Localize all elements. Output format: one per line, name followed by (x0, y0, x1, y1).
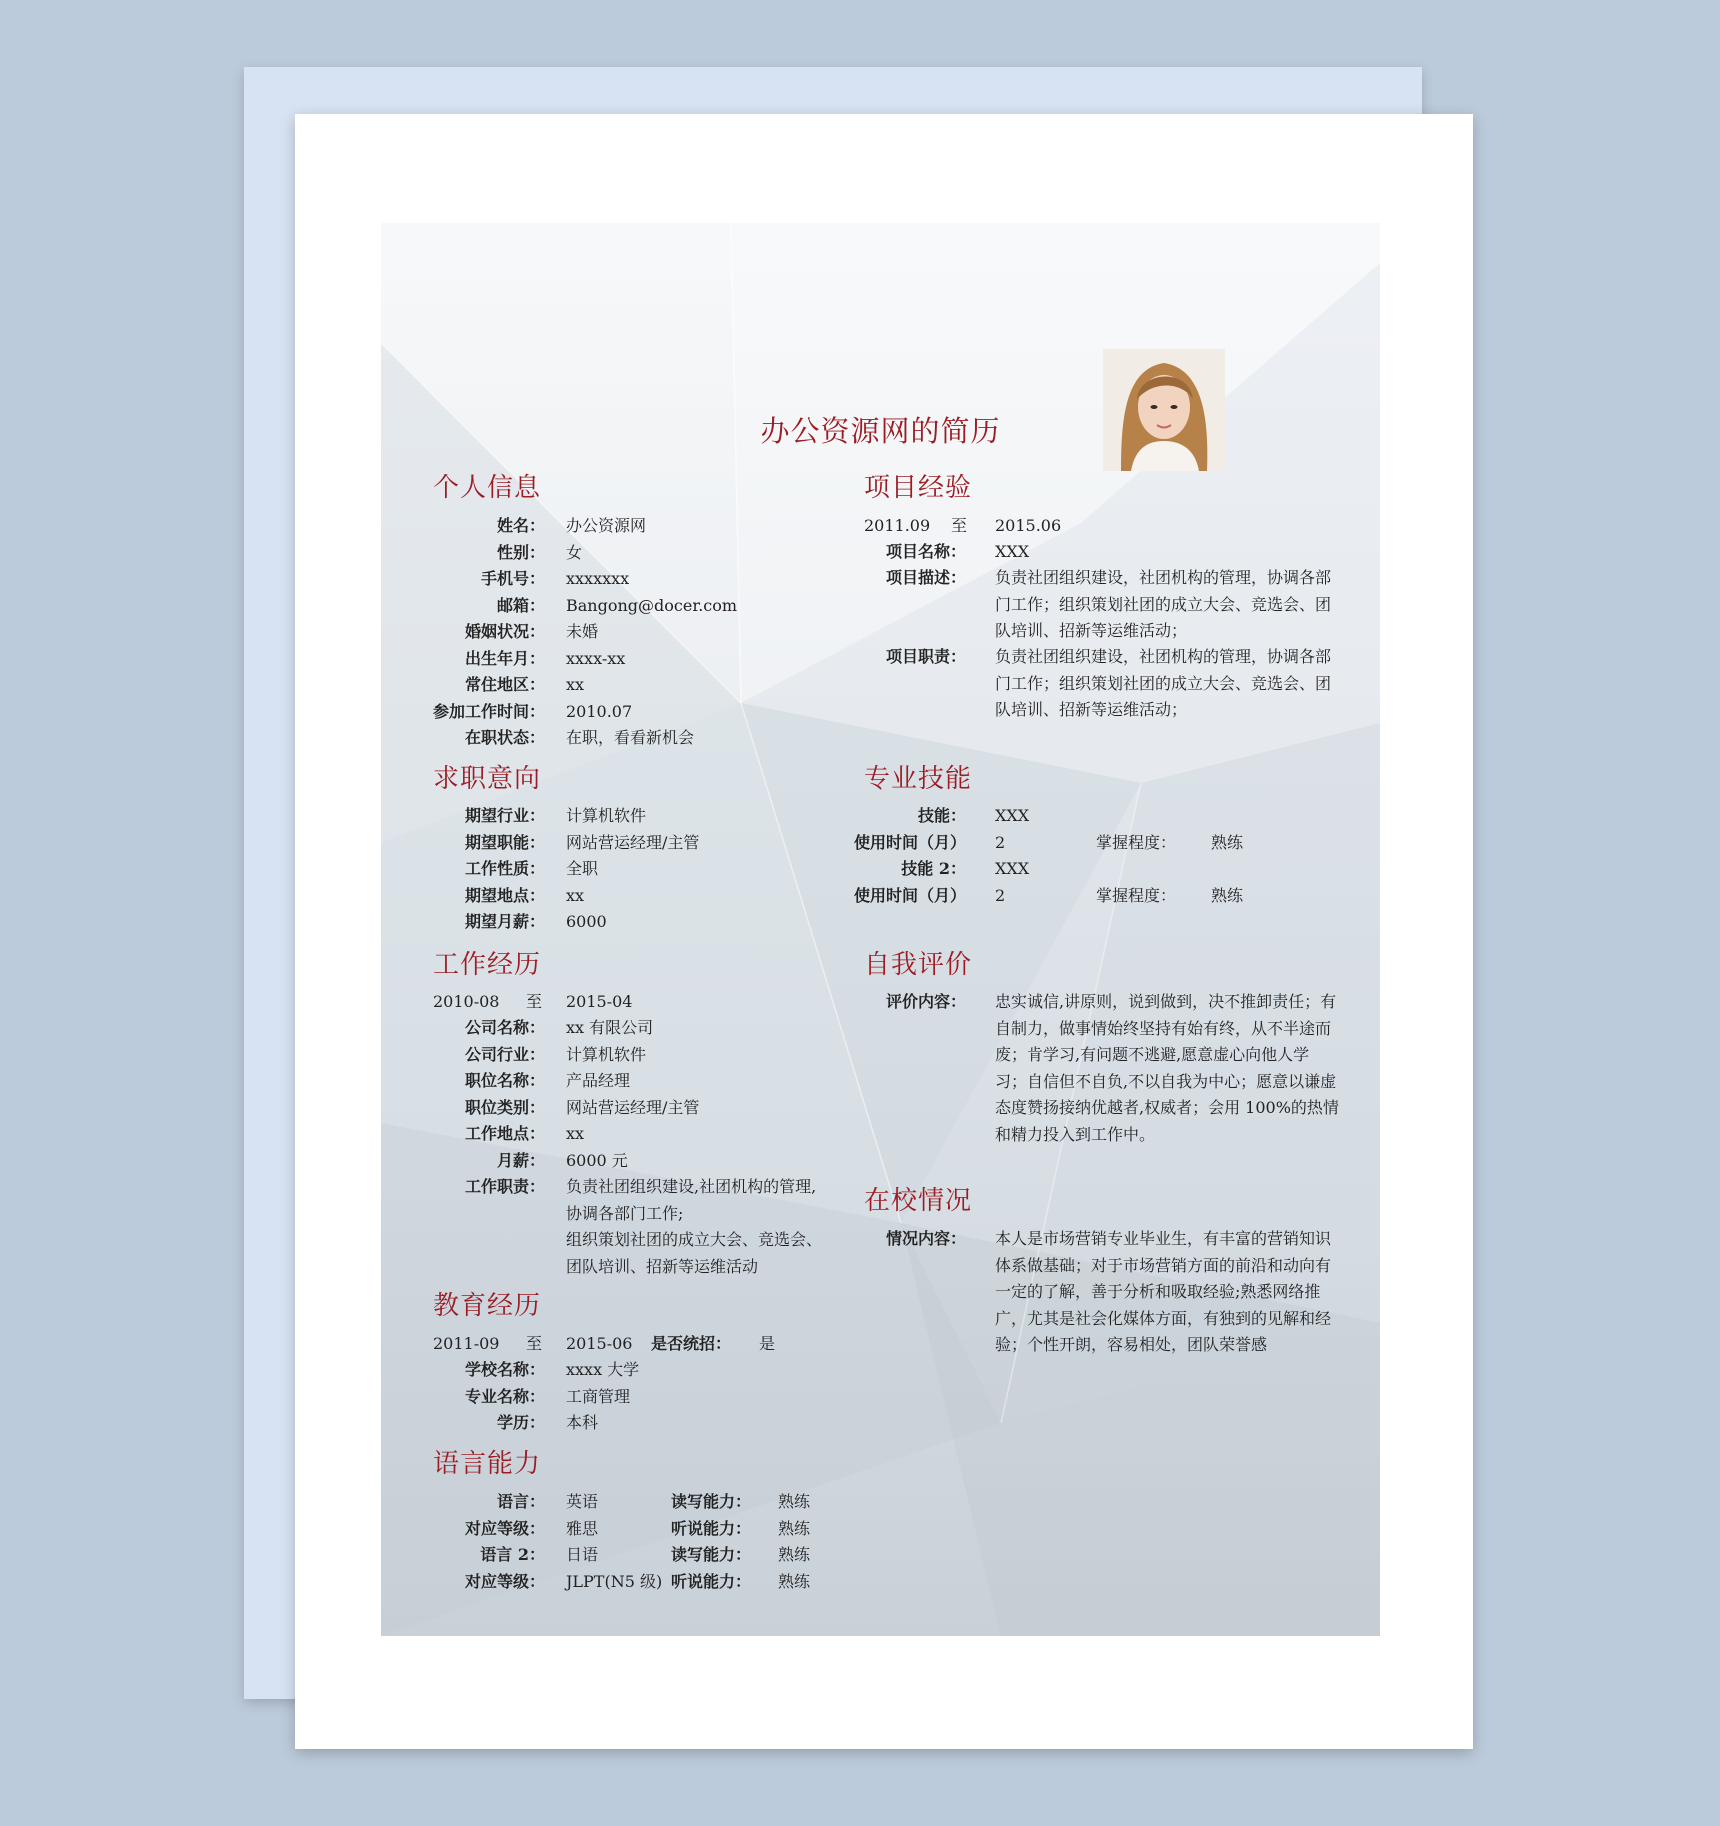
skill-level-label: 掌握程度： (1096, 885, 1177, 905)
skill-field-label: 使用时间（月） (853, 885, 966, 905)
project-name-value: XXX (995, 542, 1030, 561)
skill-level-value: 熟练 (1211, 885, 1244, 905)
project-duty-text: 负责社团组织建设，社团机构的管理，协调各部门工作；组织策划社团的成立大会、竞选会、团队培训、招新等运维活动； (995, 647, 1332, 719)
section-title-education: 教育经历 (433, 1291, 542, 1321)
language-ability-label: 听说能力： (670, 1518, 751, 1538)
personal-field-value: 在职，看看新机会 (566, 728, 695, 747)
work-duty-line: 组织策划社团的成立大会、竞选会、 (566, 1230, 823, 1249)
language-field-value: JLPT(N5 级) (566, 1571, 663, 1591)
project-name-label: 项目名称： (885, 542, 966, 561)
work-field-label: 职位名称： (464, 1071, 545, 1090)
work-field-label: 职位类别： (464, 1097, 545, 1117)
resume-page (381, 223, 1380, 1636)
education-field-value: 本科 (566, 1413, 599, 1432)
personal-field-label: 手机号： (480, 569, 545, 588)
education-field-label: 专业名称： (464, 1386, 545, 1406)
language-field-value: 雅思 (566, 1518, 599, 1538)
project-desc-text: 负责社团组织建设，社团机构的管理，协调各部门工作；组织策划社团的成立大会、竞选会、团队培训、招新等运维活动； (995, 568, 1332, 640)
section-title-project: 项目经验 (864, 473, 973, 503)
education-end-date: 2015-06 (566, 1334, 633, 1353)
work-field-label: 工作地点： (464, 1124, 545, 1143)
section-title-self-eval: 自我评价 (864, 950, 973, 980)
personal-field-value: Bangong@docer.com (566, 595, 738, 615)
language-ability-value: 熟练 (778, 1518, 811, 1538)
skill-field-value: 2 (995, 832, 1006, 852)
project-start-date: 2011.09 (864, 516, 931, 535)
work-field-value: 产品经理 (566, 1071, 631, 1090)
personal-field-label: 性别： (496, 542, 545, 562)
intention-field-value: 计算机软件 (566, 806, 647, 825)
work-field-label: 公司名称： (464, 1018, 545, 1037)
personal-field-value: 办公资源网 (566, 516, 647, 535)
work-duty-line: 负责社团组织建设,社团机构的管理, (566, 1177, 817, 1196)
education-field-label: 学校名称： (464, 1360, 545, 1379)
language-field-label: 对应等级： (464, 1518, 545, 1538)
personal-field-label: 常住地区： (464, 675, 545, 694)
project-end-date: 2015.06 (995, 516, 1062, 535)
personal-field-value: 未婚 (566, 622, 599, 641)
personal-field-value: xx (566, 675, 585, 694)
personal-field-value: 2010.07 (566, 701, 633, 721)
section-title-work: 工作经历 (433, 950, 542, 980)
language-ability-value: 熟练 (778, 1545, 811, 1564)
work-field-value: 网站营运经理/主管 (566, 1097, 700, 1117)
language-field-value: 英语 (566, 1492, 599, 1511)
skill-field-label: 技能： (917, 806, 966, 825)
language-ability-value: 熟练 (778, 1492, 811, 1511)
education-unified-label: 是否统招： (650, 1334, 731, 1353)
resume-title: 办公资源网的简历 (760, 414, 1001, 448)
language-field-label: 语言： (496, 1492, 545, 1511)
intention-field-value: 6000 (566, 912, 607, 931)
work-start-date: 2010-08 (433, 992, 500, 1011)
skill-field-value: 2 (995, 885, 1006, 905)
intention-field-label: 期望职能： (464, 832, 545, 852)
project-date-separator: 至 (951, 516, 968, 535)
language-ability-label: 读写能力： (670, 1545, 751, 1564)
intention-field-value: 全职 (566, 859, 599, 878)
skill-level-value: 熟练 (1211, 832, 1244, 852)
work-duty-line: 协调各部门工作; (566, 1203, 684, 1223)
project-desc-label: 项目描述： (885, 568, 966, 587)
section-title-intention: 求职意向 (433, 764, 542, 794)
section-title-personal: 个人信息 (433, 473, 542, 503)
personal-field-label: 婚姻状况： (464, 622, 545, 641)
intention-field-label: 期望月薪： (464, 912, 545, 931)
intention-field-label: 期望地点： (464, 885, 545, 905)
skill-field-label: 技能 2： (901, 859, 966, 878)
campus-label: 情况内容： (885, 1229, 966, 1248)
personal-field-value: 女 (566, 542, 583, 562)
personal-field-label: 邮箱： (496, 595, 545, 615)
work-date-separator: 至 (526, 992, 543, 1011)
skill-field-label: 使用时间（月） (853, 832, 966, 852)
work-field-label: 月薪： (496, 1150, 545, 1170)
work-duty-label: 工作职责： (464, 1177, 545, 1196)
intention-field-value: 网站营运经理/主管 (566, 832, 700, 852)
work-field-label: 公司行业： (464, 1044, 545, 1064)
language-ability-value: 熟练 (778, 1571, 811, 1591)
skill-field-value: XXX (995, 859, 1030, 878)
work-field-value: xx (566, 1124, 585, 1143)
intention-field-value: xx (566, 885, 585, 905)
education-field-value: xxxx 大学 (566, 1360, 640, 1379)
language-field-label: 语言 2： (480, 1545, 545, 1564)
section-title-language: 语言能力 (433, 1449, 542, 1479)
personal-field-value: xxxxxxx (566, 569, 630, 588)
campus-text: 本人是市场营销专业毕业生，有丰富的营销知识体系做基础；对于市场营销方面的前沿和动向有一定的了解，善于分析和吸取经验;熟悉网络推广，尤其是社会化媒体方面，有独到的见解和经验；个性开朗，容易相处，团队荣誉感 (995, 1229, 1332, 1354)
language-ability-label: 听说能力： (670, 1571, 751, 1591)
intention-field-label: 期望行业： (464, 806, 545, 825)
education-start-date: 2011-09 (433, 1334, 500, 1353)
education-unified-value: 是 (759, 1334, 776, 1353)
project-duty-label: 项目职责： (885, 647, 966, 666)
intention-field-label: 工作性质： (464, 859, 545, 878)
self-eval-label: 评价内容： (885, 992, 966, 1011)
personal-field-label: 出生年月： (464, 648, 545, 668)
work-field-value: xx 有限公司 (566, 1018, 654, 1037)
work-end-date: 2015-04 (566, 992, 633, 1011)
language-field-value: 日语 (566, 1545, 599, 1564)
personal-field-label: 在职状态： (464, 728, 545, 747)
work-field-value: 6000 元 (566, 1150, 628, 1170)
education-field-value: 工商管理 (566, 1386, 631, 1406)
personal-field-value: xxxx-xx (566, 648, 626, 668)
work-field-value: 计算机软件 (566, 1044, 647, 1064)
work-duty-line: 团队培训、招新等运维活动 (566, 1256, 759, 1276)
language-field-label: 对应等级： (464, 1571, 545, 1591)
education-field-label: 学历： (496, 1413, 545, 1432)
self-eval-text: 忠实诚信,讲原则，说到做到，决不推卸责任；有自制力，做事情始终坚持有始有终，从不半途而废；肯学习,有问题不逃避,愿意虚心向他人学习；自信但不自负,不以自我为中心；愿意以谦虚态度赞扬接纳优越者,权威者；会用 100%的热情和精力投入到工作中。 (995, 992, 1339, 1144)
personal-field-label: 参加工作时间： (432, 701, 545, 721)
section-title-skills: 专业技能 (864, 764, 973, 794)
section-title-campus: 在校情况 (864, 1186, 973, 1216)
skill-field-value: XXX (995, 806, 1030, 825)
language-ability-label: 读写能力： (670, 1492, 751, 1511)
skill-level-label: 掌握程度： (1096, 832, 1177, 852)
education-date-separator: 至 (526, 1334, 543, 1353)
personal-field-label: 姓名： (496, 516, 545, 535)
